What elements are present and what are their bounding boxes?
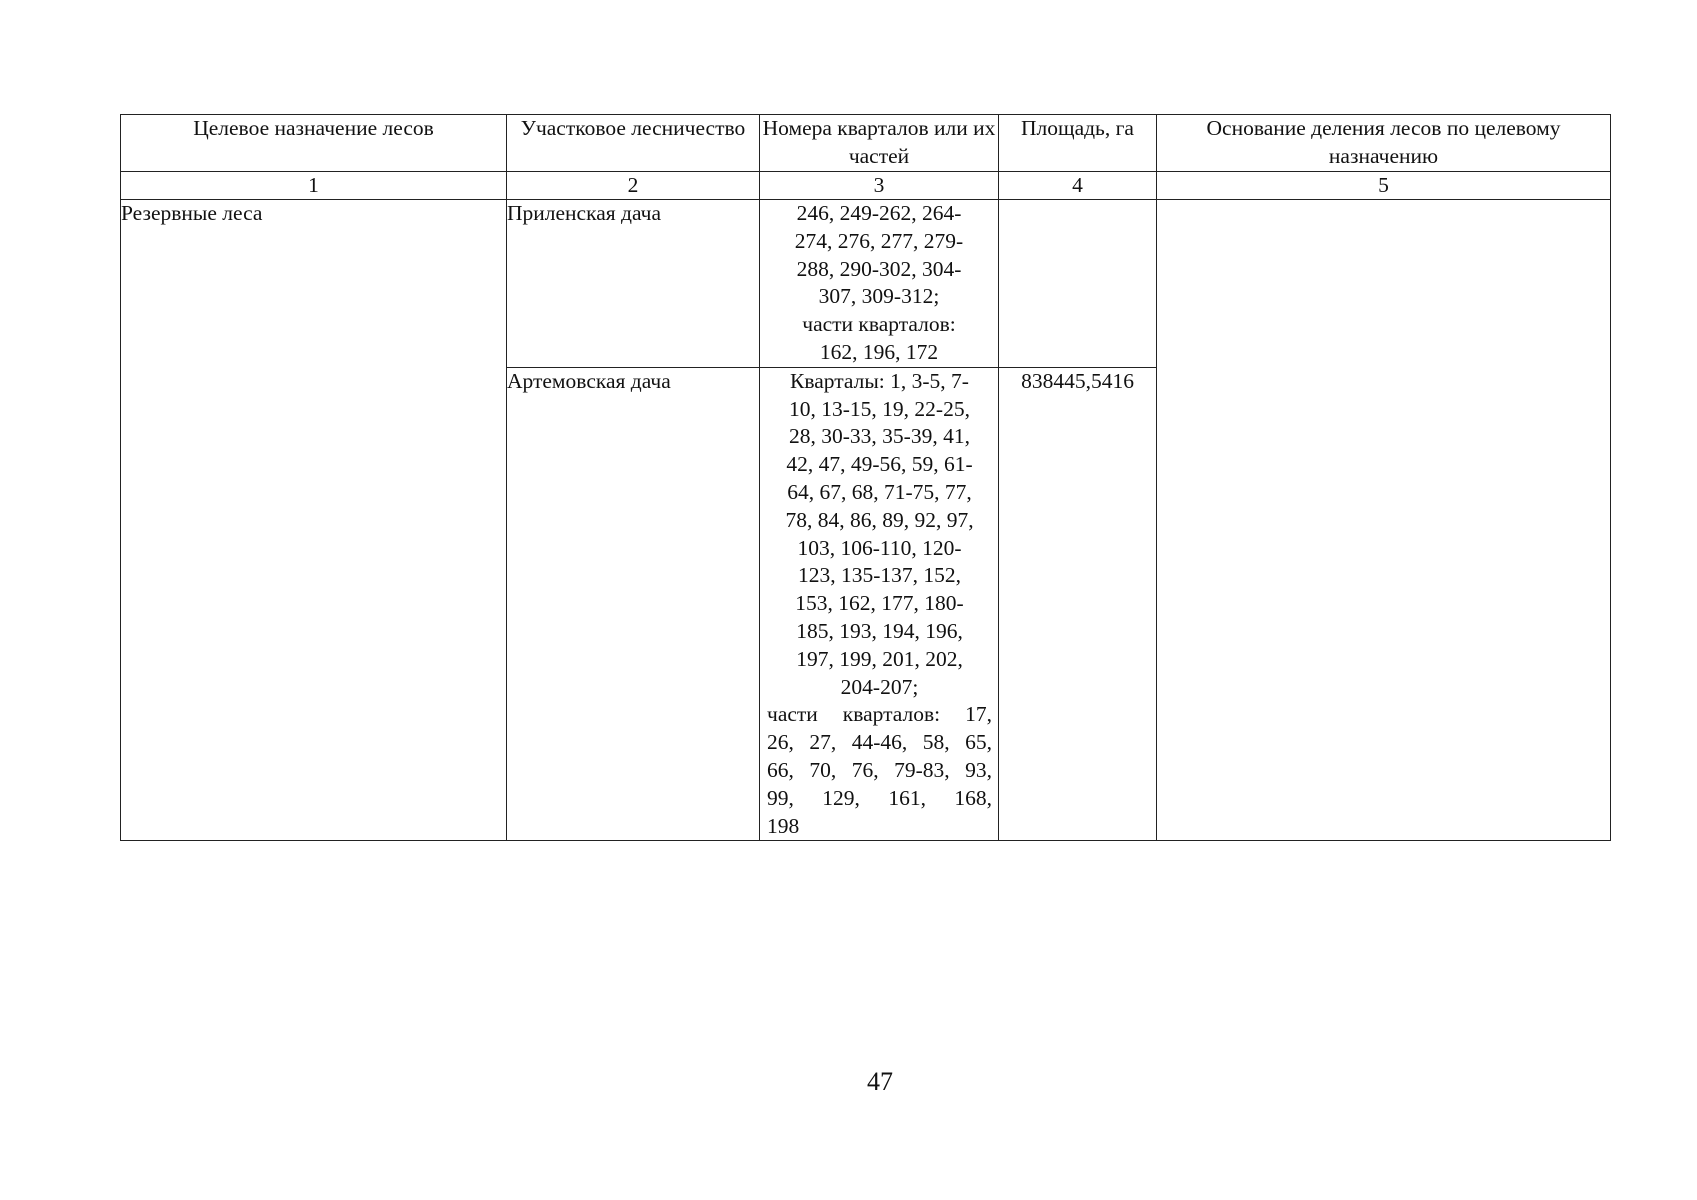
parts-line: 99, 129, 161, 168, (767, 785, 992, 810)
column-number: 5 (1157, 172, 1611, 200)
cell-quarters (760, 367, 999, 841)
quarters-line: Кварталы: 1, 3-5, 7- (790, 368, 969, 393)
quarters-line: 162, 196, 172 (819, 339, 939, 364)
column-number: 2 (507, 172, 760, 200)
cell-basis (1157, 200, 1611, 841)
quarters-line: 42, 47, 49-56, 59, 61- (786, 452, 973, 477)
column-number: 3 (760, 172, 999, 200)
cell-area (999, 200, 1157, 368)
cell-purpose: Резервные леса (121, 200, 507, 841)
column-number-row (121, 172, 1611, 200)
quarters-line: 10, 13-15, 19, 22-25, (789, 396, 970, 421)
quarters-line: 64, 67, 68, 71-75, 77, (787, 479, 972, 504)
header-quarters: Номера кварталов или их частей (760, 115, 999, 172)
cell-district: Артемовская дача (507, 367, 760, 841)
table-row (121, 200, 1611, 368)
parts-line: части кварталов: 17, (767, 702, 992, 727)
quarters-line: части кварталов: (802, 312, 956, 337)
header-basis: Основание деления лесов по целевому назначению (1157, 115, 1611, 172)
parts-line: 198 (767, 813, 800, 838)
header-district: Участковое лесничество (507, 115, 760, 172)
parts-line: 26, 27, 44-46, 58, 65, (767, 730, 992, 755)
quarters-line: 307, 309-312; (818, 284, 940, 309)
quarters-line: 204-207; (840, 674, 919, 699)
header-area: Площадь, га (999, 115, 1157, 172)
quarters-line: 246, 249-262, 264- (796, 201, 962, 225)
table-header-row (121, 115, 1611, 172)
quarters-line: 185, 193, 194, 196, (796, 618, 963, 643)
quarters-line: 153, 162, 177, 180- (795, 591, 964, 616)
quarters-line: 197, 199, 201, 202, (796, 646, 963, 671)
quarters-line: 123, 135-137, 152, (797, 563, 962, 588)
header-purpose: Целевое назначение лесов (121, 115, 507, 172)
parts-line: 66, 70, 76, 79-83, 93, (767, 757, 992, 782)
quarters-line: 28, 30-33, 35-39, 41, (789, 424, 970, 449)
quarters-line: 274, 276, 277, 279- (794, 228, 964, 253)
column-number: 1 (121, 172, 507, 200)
quarters-line: 78, 84, 86, 89, 92, 97, (785, 507, 974, 532)
quarters-line: 288, 290-302, 304- (796, 256, 962, 281)
cell-quarters (760, 200, 999, 368)
column-number: 4 (999, 172, 1157, 200)
cell-area: 838445,5416 (999, 367, 1157, 841)
quarters-line: 103, 106-110, 120- (797, 535, 962, 560)
cell-district: Приленская дача (507, 200, 760, 368)
page-number: 47 (867, 1067, 893, 1096)
forest-purpose-table (120, 114, 1611, 841)
